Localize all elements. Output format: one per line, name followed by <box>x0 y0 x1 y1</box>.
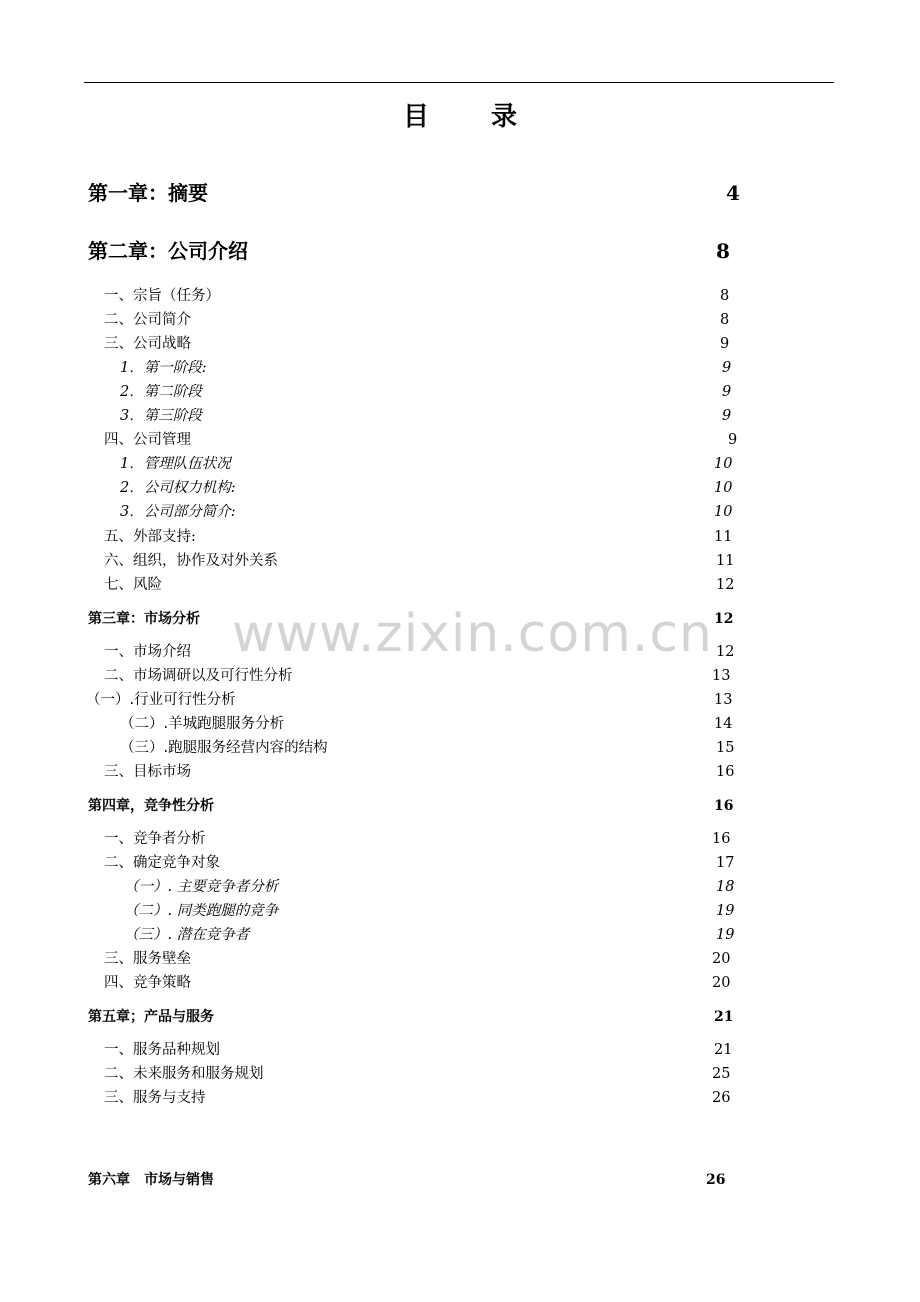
toc-entry-page: 13 <box>712 668 731 684</box>
toc-entry-page: 20 <box>712 975 731 991</box>
toc-entry-page: 8 <box>720 288 730 304</box>
toc-entry-page: 25 <box>712 1066 731 1082</box>
toc-subentry-page: 19 <box>716 927 735 943</box>
toc-chapter-1[interactable]: 第一章：摘要 <box>88 181 208 205</box>
toc-subentry[interactable]: 2．第二阶段 <box>120 384 202 400</box>
toc-entry-page: 12 <box>716 644 735 660</box>
toc-chapter-4-page: 16 <box>714 798 734 814</box>
toc-chapter-5-page: 21 <box>714 1009 734 1025</box>
toc-subentry-page: 10 <box>714 480 733 496</box>
toc-subentry-page: 9 <box>722 360 732 376</box>
toc-chapter-3-page: 12 <box>714 611 734 627</box>
toc-entry-page: 21 <box>714 1042 733 1058</box>
toc-entry[interactable]: 二、未来服务和服务规划 <box>104 1066 264 1082</box>
toc-entry-page: 17 <box>716 855 735 871</box>
toc-subentry-page: 10 <box>714 504 733 520</box>
toc-subentry-page: 9 <box>722 384 732 400</box>
toc-entry[interactable]: （三）.跑腿服务经营内容的结构 <box>120 740 328 756</box>
toc-chapter-6-page: 26 <box>706 1172 726 1188</box>
toc-entry[interactable]: 三、服务与支持 <box>104 1090 206 1106</box>
toc-subentry[interactable]: （二）. 同类跑腿的竞争 <box>124 903 279 919</box>
toc-entry[interactable]: 三、公司战略 <box>104 336 191 352</box>
toc-entry-page: 9 <box>720 336 730 352</box>
toc-entry[interactable]: 三、服务壁垒 <box>104 951 191 967</box>
toc-subentry[interactable]: 1．第一阶段: <box>120 360 207 376</box>
toc-entry[interactable]: 二、公司简介 <box>104 312 191 328</box>
watermark: www.zixin.com.cn <box>232 604 713 664</box>
toc-entry-page: 16 <box>712 831 731 847</box>
toc-subentry-page: 18 <box>716 879 735 895</box>
toc-entry[interactable]: 一、竞争者分析 <box>104 831 206 847</box>
toc-entry-page: 8 <box>720 312 730 328</box>
toc-entry[interactable]: 四、公司管理 <box>104 432 191 448</box>
toc-subentry[interactable]: （一）. 主要竞争者分析 <box>124 879 279 895</box>
toc-entry-page: 13 <box>714 692 733 708</box>
toc-entry[interactable]: 二、市场调研以及可行性分析 <box>104 668 293 684</box>
toc-entry-page: 16 <box>716 764 735 780</box>
toc-chapter-2-page: 8 <box>716 239 730 263</box>
toc-entry[interactable]: 二、确定竞争对象 <box>104 855 220 871</box>
toc-chapter-6[interactable]: 第六章 市场与销售 <box>88 1172 214 1188</box>
toc-subentry[interactable]: 3．第三阶段 <box>120 408 202 424</box>
toc-entry[interactable]: 一、服务品种规划 <box>104 1042 220 1058</box>
toc-entry[interactable]: 一、宗旨（任务） <box>104 288 220 304</box>
toc-chapter-4[interactable]: 第四章，竞争性分析 <box>88 798 214 814</box>
toc-entry[interactable]: 七、风险 <box>104 577 162 593</box>
toc-entry-page: 14 <box>714 716 733 732</box>
toc-subentry[interactable]: 1．管理队伍状况 <box>120 456 231 472</box>
toc-chapter-1-page: 4 <box>726 181 740 205</box>
toc-chapter-2[interactable]: 第二章：公司介绍 <box>88 239 248 263</box>
toc-subentry-page: 10 <box>714 456 733 472</box>
toc-subentry[interactable]: 2．公司权力机构: <box>120 480 236 496</box>
title-char-1: 目 <box>402 102 429 132</box>
title-char-2: 录 <box>491 102 518 132</box>
toc-entry-page: 9 <box>728 432 738 448</box>
toc-entry-page: 26 <box>712 1090 731 1106</box>
toc-entry[interactable]: 三、目标市场 <box>104 764 191 780</box>
toc-subentry-page: 19 <box>716 903 735 919</box>
toc-entry[interactable]: 四、竞争策略 <box>104 975 191 991</box>
toc-chapter-5[interactable]: 第五章；产品与服务 <box>88 1009 214 1025</box>
page-title <box>0 96 920 133</box>
toc-entry[interactable]: 一、市场介绍 <box>104 644 191 660</box>
toc-entry[interactable]: 五、外部支持: <box>104 529 196 545</box>
toc-entry[interactable]: （二）.羊城跑腿服务分析 <box>120 716 285 732</box>
toc-entry-page: 12 <box>716 577 735 593</box>
toc-entry-page: 11 <box>716 553 735 569</box>
toc-entry-page: 20 <box>712 951 731 967</box>
toc-chapter-3[interactable]: 第三章：市场分析 <box>88 611 200 627</box>
toc-subentry-page: 9 <box>722 408 732 424</box>
toc-subentry[interactable]: 3．公司部分简介: <box>120 504 236 520</box>
toc-entry[interactable]: 六、组织，协作及对外关系 <box>104 553 278 569</box>
header-rule <box>84 82 834 83</box>
toc-subentry[interactable]: （三）. 潜在竞争者 <box>124 927 250 943</box>
toc-entry[interactable]: （一）.行业可行性分析 <box>86 692 236 708</box>
toc-entry-page: 11 <box>714 529 733 545</box>
toc-entry-page: 15 <box>716 740 735 756</box>
